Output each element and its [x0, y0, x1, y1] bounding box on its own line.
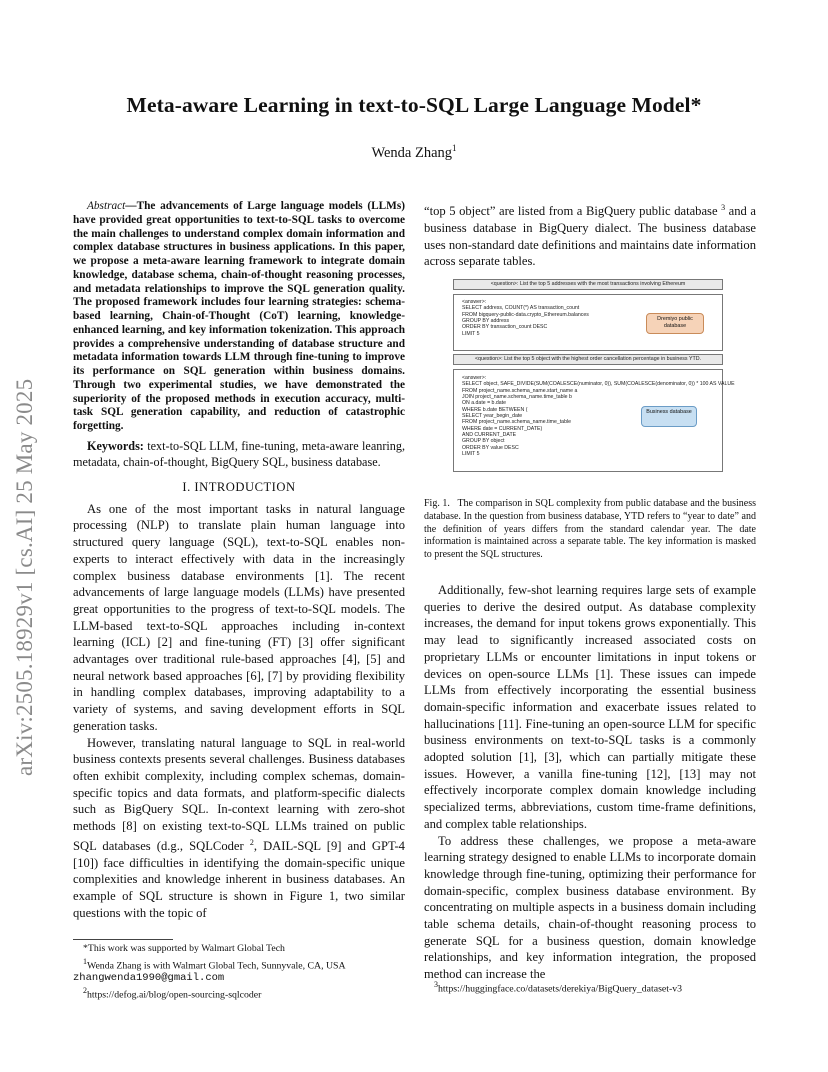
footnote-rule	[73, 939, 173, 940]
right-paragraph-2: To address these challenges, we propose a meta-aware learning strategy designed to enable LLMs to incorporate domain knowledge through fine-tuning, optimizing their performance for domain-specific, complex business database environment. By concentrating on multiple aspects in a business domain including table schema details, chain-of-thought reasoning process to generate SQL for a business question, domain knowledge relationships, and key information integration, the proposed method can increase the	[424, 833, 756, 982]
right-intro-part-b: and a business database in BigQuery dialect. The business database uses non-standard date definitions and maintains date information across separate tables.	[424, 204, 756, 269]
section-heading-introduction: I. INTRODUCTION	[182, 479, 296, 494]
figure-1	[453, 279, 735, 479]
right-intro-part-a: “top 5 object” are listed from a BigQuery public database	[424, 204, 718, 219]
right-paragraph-1: Additionally, few-shot learning requires large sets of example queries to derive the desired output. As database complexity increases, the demand for input tokens grows exponentially. This may lead to significantly increased associated costs on proprietary LLMs or encounter limitations in input tokens or devices on open-source LLMs [1]. These issues can impede LLMs from effectively incorporating the essential business domain-specific information and exacerbate issues related to hallucinations [11]. Fine-tuning an open-source LLM for specific business environments on text-to-SQL tasks is a commonly adopted solution [1], [3], which can partially mitigate these issues. However, a vanilla fine-tuning [12], [13] may not effectively incorporate complex domain knowledge including specialized terms, abbreviations, custom time-frame definitions, and complex table relationships.	[424, 583, 756, 831]
keywords	[73, 438, 405, 470]
footnote-funding: *This work was supported by Walmart Global Tech	[83, 943, 285, 954]
keywords-label: Keywords:	[87, 438, 144, 453]
footnote-ref-3: 3	[721, 203, 726, 212]
right-intro-continuation	[424, 200, 756, 270]
footnote-3-url: https://huggingface.co/datasets/derekiya/BigQuery_dataset-v3	[438, 983, 683, 995]
footnote-2-mark: 2	[83, 985, 87, 995]
keywords-text: text-to-SQL LLM, fine-tuning, meta-aware leanring, metadata, chain-of-thought, BigQuery SQL, business database.	[73, 438, 406, 469]
caption-text	[424, 498, 756, 562]
right-column-top	[424, 200, 756, 270]
abstract: Abstract—The advancements of Large language models (LLMs) have provided great opportunities to text-to-SQL tasks to overcome the main challenges to understand complex domain information and complex database structures in business applications. In this paper, we propose a meta-aware learning framework to integrate domain knowledge, database schema, chain-of-thought reasoning processes, and metadata relationships to improve the SQL generation quality. The proposed framework includes four learning strategies: schema-based learning, Chain-of-Thought (CoT) learning, knowledge-enhanced learning, and key information tokenization. This approach provides a comprehensive understanding of database structure and metadata information towards LLM through fine-tuning to improve its performance on SQL generation within business domains. Through two experimental studies, we have demonstrated the superiority of the proposed methods in execution accuracy, multi-task SQL generation capability, and reduction of catastrophic forgetting.	[73, 200, 405, 432]
footnote-ref-2: 2	[249, 837, 254, 847]
author-footnote-mark: 1	[452, 143, 457, 153]
question-bar-public: <question>: List the top 5 addresses with the most transactions involving Ethereum	[453, 279, 723, 290]
footnote-author-mark: 1	[83, 956, 87, 966]
left-column	[73, 200, 405, 922]
question-bar-business: <question>: List the top 5 object with the highest order cancellation percentage in business YTD.	[453, 354, 723, 365]
intro-paragraph-2-part-b: , DAIL-SQL [9] and GPT-4 [10]) face difficulties in identifying the domain-specific unique complexities and knowledge inherent in business databases. An example of SQL structure is shown in Figure 1, two similar questions with the topic of	[73, 839, 405, 920]
abstract-text: The advancements of Large language models (LLMs) have provided great opportunities to text-to-SQL tasks to overcome the main challenges to understand complex domain information and complex database structures in business applications. In this paper, we propose a meta-aware learning framework to integrate domain knowledge, database schema, chain-of-thought reasoning processes, and metadata relationships to improve the SQL generation quality. The proposed framework includes four learning strategies: schema-based learning, Chain-of-Thought (CoT) learning, knowledge-enhanced learning, and key information tokenization. This approach provides a comprehensive understanding of database structure and metadata information towards LLM through fine-tuning to improve its performance on SQL generation within business domains. Through two experimental studies, we have demonstrated the superiority of the proposed methods in execution accuracy, multi-task SQL generation capability, and reduction of catastrophic forgetting.	[73, 200, 405, 432]
intro-paragraph-2	[73, 735, 405, 922]
sql-public: <answer>: SELECT address, COUNT(*) AS transaction_count FROM bigquery-public-data.crypto_Ethereum.balances GROUP BY address ORDER BY transaction_count DESC LIMIT 5	[462, 299, 589, 337]
figure-caption	[424, 498, 756, 562]
intro-paragraph-2-part-a: However, translating natural language to SQL in real-world business contexts presents several challenges. Business databases often exhibit complexity, including complex schemas, domain-specific topics and data formats, and platform-specific dialects such as BigQuery SQL. In-context learning with zero-shot methods [8] on existing text-to-SQL LLMs trained on public SQL databases (d.g., SQLCoder	[73, 735, 405, 853]
footnote-3	[424, 979, 756, 996]
footnote-author-text: Wenda Zhang is with Walmart Global Tech, Sunnyvale, CA, USA	[87, 959, 346, 971]
sql-business: <answer>: SELECT object, SAFE_DIVIDE(SUM(COALESCE(numinator, 0)), SUM(COALESCE(denominator, 0)) * 100 AS VALUE FROM project_name.schema_name.start_name a JOIN project_name.schema_name.time_table b ON a.date = b.date WHERE b.date BETWEEN ( SELECT year_begin_date FROM project_name.schema_name.time_table WHERE date = CURRENT_DATE) AND CURRENT_DATE GROUP BY object ORDER BY value DESC LIMIT 5	[462, 375, 735, 458]
footnote-2-url: https://defog.ai/blog/open-sourcing-sqlcoder	[87, 989, 262, 1001]
paper-title: Meta-aware Learning in text-to-SQL Large Language Model*	[126, 93, 702, 117]
footnote-author	[73, 956, 405, 985]
tag-public-database: Dremiyo public database	[646, 313, 704, 334]
abstract-label: Abstract	[87, 200, 126, 212]
right-column-body	[424, 582, 756, 983]
caption-label: Fig. 1.	[424, 498, 450, 509]
arxiv-stamp: arXiv:2505.18929v1 [cs.AI] 25 May 2025	[12, 378, 37, 776]
author-line	[0, 143, 828, 162]
tag-business-database: Business database	[641, 406, 697, 427]
author-email: zhangwenda1990@gmail.com	[73, 972, 225, 985]
right-footnote	[424, 979, 756, 996]
footnote-2	[73, 985, 405, 1002]
caption-body: The comparison in SQL complexity from public database and the business database. In the question from business database, YTD refers to “year to date” and the definition of years differs from the standard calendar year. The date information is maintained across a separate table. The key information is masked to present the SQL structures.	[424, 498, 756, 561]
footnote-3-mark: 3	[434, 980, 438, 989]
left-footnotes	[73, 939, 405, 1002]
answer-box-business	[453, 369, 735, 472]
author-name: Wenda Zhang	[371, 144, 453, 161]
answer-box-public	[453, 294, 723, 351]
intro-paragraph-1: As one of the most important tasks in natural language processing (NLP) to translate plain human language into structured query language (SQL), text-to-SQL enables non-experts to interact effectively with data in the increasingly complex business database environments [1]. The recent advancements of large language models (LLMs) have presented great opportunities to the progress of text-to-SQL models. The LLM-based text-to-SQL approaches including in-context learning (ICL) [2] and fine-tuning (FT) [3] offer significant advantages over traditional rule-based approaches [4], [5] and neural network based approaches [6], [7] by providing flexibility in handling complex databases, improving adaptability to a variety of systems, and saving development efforts in SQL generation tasks.	[73, 501, 405, 733]
